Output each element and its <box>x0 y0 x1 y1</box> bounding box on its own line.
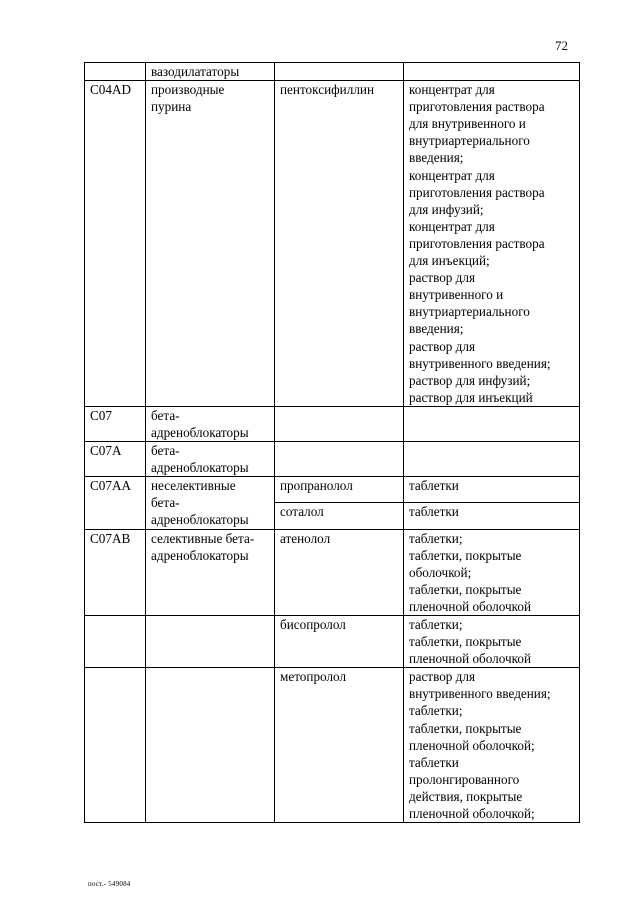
group-line: производные <box>151 82 225 98</box>
dosage-form-line: пленочной оболочкой <box>409 598 532 614</box>
dosage-form-line: внутривенного введения; <box>409 355 551 371</box>
drug-table <box>84 62 580 823</box>
dosage-form-line: таблетки <box>409 504 459 520</box>
table-row <box>85 668 580 823</box>
dosage-form-line: концентрат для <box>409 167 495 183</box>
group-line: бета- <box>151 443 180 459</box>
dosage-form-line: внутривенного введения; <box>409 686 551 702</box>
dosage-form-cell <box>404 529 580 615</box>
atc-code-cell: C07AB <box>85 529 146 615</box>
group-line: пурина <box>151 99 192 115</box>
dosage-form-line: приготовления раствора <box>409 184 545 200</box>
group-cell <box>146 442 275 477</box>
table-row <box>85 406 580 441</box>
dosage-form-line: приготовления раствора <box>409 99 545 115</box>
atc-code-cell <box>85 63 146 81</box>
dosage-form-line: внутривенного и <box>409 287 504 303</box>
dosage-form-cell <box>404 81 580 407</box>
dosage-form-cell <box>404 442 580 477</box>
dosage-form-line: концентрат для <box>409 218 495 234</box>
atc-code-cell: C07A <box>85 442 146 477</box>
dosage-form-line: раствор для инъекций <box>409 389 533 405</box>
group-line: адреноблокаторы <box>151 460 249 476</box>
dosage-form-line: приготовления раствора <box>409 235 545 251</box>
group-cell <box>146 529 275 615</box>
drug-name-cell: бисопролол <box>275 616 404 668</box>
dosage-form-line: введения; <box>409 321 464 337</box>
group-line: адреноблокаторы <box>151 512 249 528</box>
dosage-form-line: раствор для инфузий; <box>409 372 531 388</box>
dosage-form-line: раствор для <box>409 338 476 354</box>
group-line: селективные бета- <box>151 530 255 546</box>
table-row <box>85 477 580 503</box>
group-line: адреноблокаторы <box>151 547 249 563</box>
atc-code-cell: C07AA <box>85 477 146 529</box>
dosage-form-line: таблетки, покрытые <box>409 581 522 597</box>
dosage-form-cell <box>404 406 580 441</box>
dosage-form-cell <box>404 63 580 81</box>
dosage-form-line: действия, покрытые <box>409 788 523 804</box>
group-line: вазодилататоры <box>151 64 240 79</box>
dosage-form-line: таблетки, покрытые <box>409 720 522 736</box>
drug-table-body <box>85 63 580 823</box>
drug-name-cell: метопролол <box>275 668 404 823</box>
drug-name-cell <box>275 63 404 81</box>
drug-name-cell: пропранолол <box>275 477 404 503</box>
dosage-form-line: пленочной оболочкой; <box>409 737 535 753</box>
table-row <box>85 529 580 615</box>
dosage-form-line: таблетки; <box>409 617 463 632</box>
group-cell <box>146 668 275 823</box>
dosage-form-cell <box>404 616 580 668</box>
footer-document-id: пост.- 549084 <box>88 880 131 888</box>
table-row <box>85 63 580 81</box>
dosage-form-line: внутриартериального <box>409 304 530 320</box>
group-cell <box>146 616 275 668</box>
drug-name-cell <box>275 442 404 477</box>
group-line: бета- <box>151 407 180 423</box>
dosage-form-line: оболочкой; <box>409 564 472 580</box>
dosage-form-line: пролонгированного <box>409 771 520 787</box>
dosage-form-line: для внутривенного и <box>409 116 526 132</box>
dosage-form-line: таблетки; <box>409 703 463 719</box>
group-cell <box>146 477 275 529</box>
group-line: адреноблокаторы <box>151 424 249 440</box>
dosage-form-line: таблетки <box>409 754 459 770</box>
group-line: бета- <box>151 495 180 511</box>
group-line: неселективные <box>151 478 236 494</box>
table-row <box>85 442 580 477</box>
dosage-form-line: раствор для <box>409 270 476 286</box>
dosage-form-line: таблетки, покрытые <box>409 634 522 650</box>
drug-name-cell <box>275 406 404 441</box>
dosage-form-cell <box>404 503 580 529</box>
page-number: 72 <box>555 38 568 53</box>
atc-code-cell: C04AD <box>85 81 146 407</box>
table-row <box>85 81 580 407</box>
atc-code-cell: C07 <box>85 406 146 441</box>
dosage-form-cell <box>404 477 580 503</box>
dosage-form-line: внутриартериального <box>409 133 530 149</box>
dosage-form-line: пленочной оболочкой <box>409 651 532 667</box>
drug-name-cell: атенолол <box>275 529 404 615</box>
drug-name-cell: соталол <box>275 503 404 529</box>
group-cell <box>146 81 275 407</box>
drug-name-cell: пентоксифиллин <box>275 81 404 407</box>
atc-code-cell <box>85 616 146 668</box>
dosage-form-line: для инфузий; <box>409 201 484 217</box>
dosage-form-line: пленочной оболочкой; <box>409 806 535 822</box>
dosage-form-line: введения; <box>409 150 464 166</box>
group-cell <box>146 63 275 81</box>
dosage-form-line: таблетки <box>409 478 459 494</box>
table-row <box>85 616 580 668</box>
dosage-form-cell <box>404 668 580 823</box>
dosage-form-line: концентрат для <box>409 82 495 98</box>
atc-code-cell <box>85 668 146 823</box>
dosage-form-line: таблетки; <box>409 530 463 546</box>
group-cell <box>146 406 275 441</box>
dosage-form-line: для инъекций; <box>409 253 490 269</box>
dosage-form-line: таблетки, покрытые <box>409 547 522 563</box>
dosage-form-line: раствор для <box>409 669 476 685</box>
